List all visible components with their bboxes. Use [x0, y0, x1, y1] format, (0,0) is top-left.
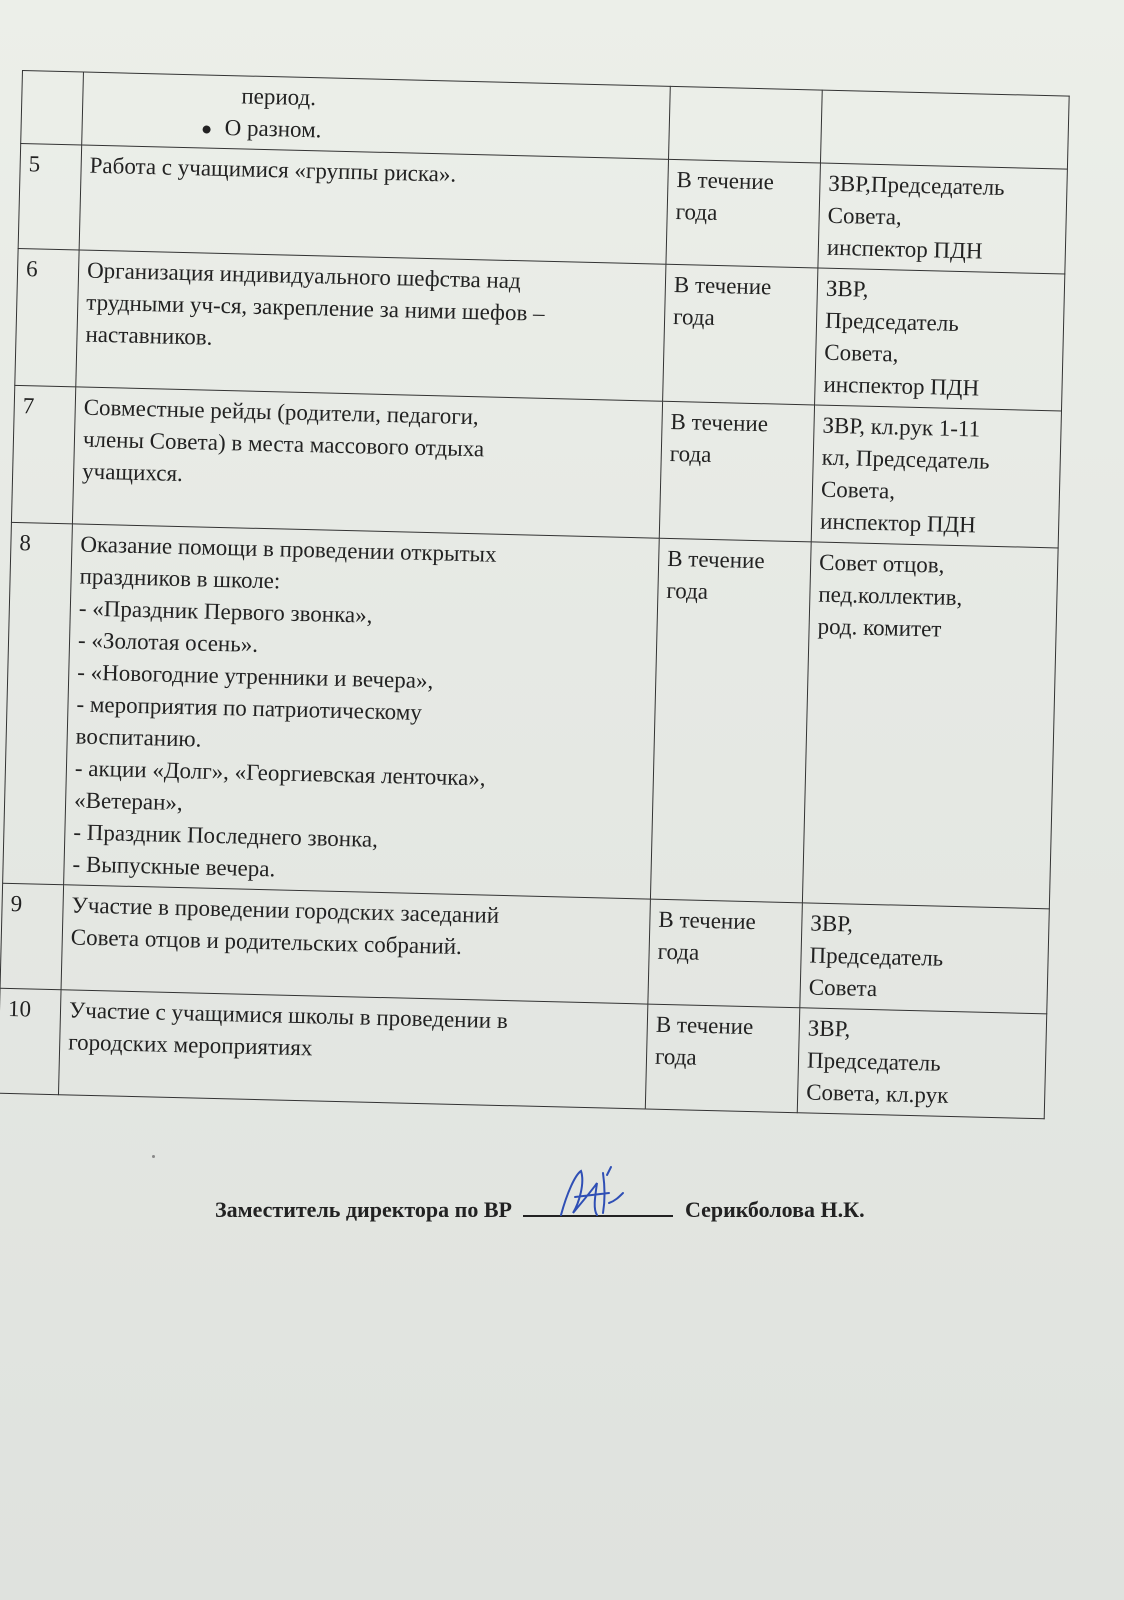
scan-speck — [152, 1155, 155, 1158]
cell-responsible — [820, 90, 1069, 169]
content-line: городских мероприятиях — [67, 1029, 313, 1061]
row-number: 10 — [7, 995, 32, 1022]
responsible-line: инспектор ПДН — [819, 508, 977, 538]
content-line: - акции «Долг», «Георгиевская ленточка», — [74, 755, 486, 791]
cell-content — [72, 387, 662, 538]
responsible-line: ЗВР, кл.рук 1-11 — [822, 412, 981, 442]
responsible-line: Совет отцов, — [818, 549, 945, 578]
responsible-line: Совета, кл.рук — [805, 1079, 949, 1108]
content-line: Участие с учащимися школы в проведении в — [68, 997, 509, 1034]
content-line: - Праздник Последнего звонка, — [73, 819, 379, 852]
signature-position: Заместитель директора по ВР — [215, 1197, 512, 1222]
cell-period — [666, 159, 821, 268]
cell-num — [15, 248, 79, 386]
events-table — [0, 70, 1070, 1119]
cell-responsible — [802, 542, 1058, 909]
content-line: - «Новогодние утренники и вечера», — [77, 659, 434, 694]
cell-num — [0, 988, 61, 1094]
content-line: Участие в проведении городских заседаний — [71, 892, 500, 928]
cell-responsible — [800, 903, 1049, 1014]
signature-name: Серикболова Н.К. — [684, 1197, 865, 1222]
cell-period — [645, 1004, 800, 1113]
content-line: наставников. — [85, 321, 213, 350]
responsible-line: инспектор ПДН — [826, 234, 983, 264]
cell-content — [79, 145, 668, 264]
responsible-line: Председатель — [824, 307, 960, 336]
cell-content — [61, 885, 650, 1004]
period-line: года — [654, 1043, 697, 1070]
content-line: - «Праздник Первого звонка», — [78, 595, 373, 628]
responsible-line: пед.коллектив, — [818, 581, 963, 611]
content-line: - Выпускные вечера. — [72, 851, 276, 882]
responsible-line: род. комитет — [817, 613, 942, 642]
period-line: года — [669, 440, 712, 467]
content-line: праздников в школе: — [79, 563, 281, 594]
responsible-line: ЗВР,Председатель — [828, 170, 1005, 201]
content-line: Организация индивидуального шефства над — [86, 257, 522, 294]
signature-line — [523, 1195, 673, 1217]
content-line: Совместные рейды (родители, педагоги, — [83, 394, 480, 430]
content-line: воспитанию. — [75, 723, 202, 752]
table-row — [11, 385, 1061, 548]
row-number: 9 — [10, 890, 23, 917]
row-number: 8 — [19, 530, 32, 556]
cell-num — [11, 385, 75, 523]
responsible-line: Совета, — [824, 339, 899, 367]
period-line: В течение — [676, 167, 775, 195]
row-number: 6 — [25, 256, 38, 282]
content-line: члены Совета) в места массового отдыха — [82, 426, 485, 462]
cell-num — [21, 71, 84, 145]
content-line: учащихся. — [81, 458, 184, 487]
cell-responsible — [815, 268, 1065, 411]
responsible-line: ЗВР, — [807, 1015, 851, 1042]
responsible-line: Совета — [808, 974, 878, 1002]
period-line: В течение — [658, 906, 757, 935]
cell-content — [58, 990, 647, 1109]
cell-num — [18, 143, 82, 249]
cell-period — [648, 899, 803, 1008]
responsible-line: ЗВР, — [810, 910, 854, 937]
handwritten-signature-icon — [553, 1163, 633, 1223]
bullet-text: О разном. — [224, 114, 322, 143]
row-number: 5 — [28, 151, 41, 177]
cell-responsible — [811, 405, 1061, 548]
document-sheet — [7, 70, 1070, 1108]
period-line: года — [675, 199, 718, 226]
period-line: В течение — [670, 408, 769, 437]
cell-num — [0, 883, 64, 989]
period-line: года — [657, 938, 700, 965]
cell-period — [659, 401, 814, 542]
cell-responsible — [818, 163, 1067, 274]
period-line: В течение — [673, 271, 772, 300]
signature-block — [215, 1195, 865, 1223]
responsible-line: Совета, — [827, 202, 903, 230]
period-line: В течение — [666, 545, 765, 574]
responsible-line: Председатель — [806, 1047, 941, 1076]
row-number: 7 — [22, 393, 35, 419]
content-line: Работа с учащимися «группы риска». — [89, 152, 457, 187]
responsible-line: Совета, — [820, 476, 896, 504]
responsible-line: Председатель — [809, 942, 944, 971]
continuation-line: период. — [241, 83, 317, 111]
content-line: Совета отцов и родительских собраний. — [70, 924, 463, 960]
responsible-line: инспектор ПДН — [823, 371, 980, 401]
cell-num — [3, 522, 73, 884]
responsible-line: ЗВР, — [825, 275, 869, 302]
table-row — [3, 522, 1059, 908]
content-line: Оказание помощи в проведении открытых — [80, 531, 497, 567]
cell-content — [64, 524, 660, 899]
bullet-icon — [203, 125, 211, 133]
cell-period — [650, 538, 811, 903]
cell-period — [669, 86, 823, 163]
content-line: «Ветеран», — [73, 787, 184, 816]
table-row — [15, 248, 1065, 411]
cell-content — [76, 250, 666, 401]
cell-period — [663, 264, 818, 405]
content-line: - мероприятия по патриотическому — [76, 691, 423, 725]
period-line: В течение — [655, 1011, 754, 1040]
content-line: - «Золотая осень». — [77, 627, 259, 657]
period-line: года — [666, 577, 709, 604]
responsible-line: кл, Председатель — [821, 444, 990, 474]
content-line: трудными уч-ся, закрепление за ними шефов – — [86, 289, 545, 326]
period-line: года — [672, 303, 716, 330]
cell-responsible — [797, 1008, 1046, 1119]
